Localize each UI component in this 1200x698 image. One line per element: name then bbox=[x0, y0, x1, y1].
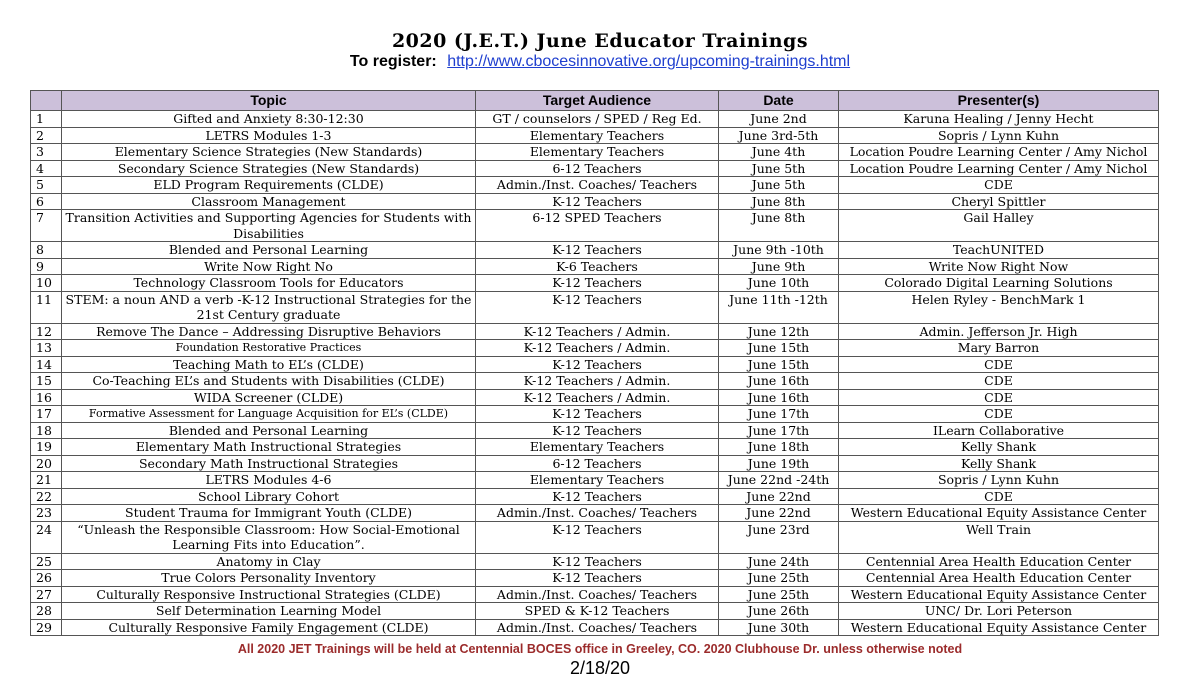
row-date: June 15th bbox=[719, 356, 839, 373]
table-row bbox=[31, 160, 1159, 177]
row-audience: K-12 Teachers bbox=[476, 422, 719, 439]
table-row bbox=[31, 406, 1159, 423]
row-presenter: Kelly Shank bbox=[839, 439, 1159, 456]
row-audience: K-12 Teachers / Admin. bbox=[476, 373, 719, 390]
row-audience: Elementary Teachers bbox=[476, 472, 719, 489]
row-date: June 8th bbox=[719, 193, 839, 210]
row-date: June 5th bbox=[719, 160, 839, 177]
row-topic: Co-Teaching EL’s and Students with Disabilities (CLDE) bbox=[62, 373, 476, 390]
row-number: 27 bbox=[31, 586, 62, 603]
table-row bbox=[31, 127, 1159, 144]
row-audience: K-12 Teachers bbox=[476, 553, 719, 570]
table-row bbox=[31, 422, 1159, 439]
row-date: June 12th bbox=[719, 323, 839, 340]
table-row bbox=[31, 439, 1159, 456]
row-number: 9 bbox=[31, 258, 62, 275]
row-date: June 18th bbox=[719, 439, 839, 456]
row-date: June 23rd bbox=[719, 521, 839, 553]
row-topic: STEM: a noun AND a verb -K-12 Instructional Strategies for the 21st Century graduate bbox=[62, 291, 476, 323]
row-presenter: TeachUNITED bbox=[839, 242, 1159, 259]
row-topic: ELD Program Requirements (CLDE) bbox=[62, 177, 476, 194]
col-header-date: Date bbox=[719, 91, 839, 111]
row-number: 29 bbox=[31, 619, 62, 636]
table-row bbox=[31, 323, 1159, 340]
row-topic: Gifted and Anxiety 8:30-12:30 bbox=[62, 111, 476, 128]
row-date: June 24th bbox=[719, 553, 839, 570]
row-presenter: UNC/ Dr. Lori Peterson bbox=[839, 603, 1159, 620]
row-audience: K-12 Teachers bbox=[476, 570, 719, 587]
table-row bbox=[31, 144, 1159, 161]
row-topic: Anatomy in Clay bbox=[62, 553, 476, 570]
table-row bbox=[31, 193, 1159, 210]
row-presenter: Western Educational Equity Assistance Center bbox=[839, 586, 1159, 603]
row-presenter: Western Educational Equity Assistance Center bbox=[839, 505, 1159, 522]
row-audience: Admin./Inst. Coaches/ Teachers bbox=[476, 586, 719, 603]
table-row bbox=[31, 373, 1159, 390]
row-audience: Admin./Inst. Coaches/ Teachers bbox=[476, 619, 719, 636]
row-date: June 22nd -24th bbox=[719, 472, 839, 489]
row-date: June 19th bbox=[719, 455, 839, 472]
row-audience: GT / counselors / SPED / Reg Ed. bbox=[476, 111, 719, 128]
row-number: 3 bbox=[31, 144, 62, 161]
row-number: 20 bbox=[31, 455, 62, 472]
table-row bbox=[31, 210, 1159, 242]
row-topic: Student Trauma for Immigrant Youth (CLDE) bbox=[62, 505, 476, 522]
row-number: 24 bbox=[31, 521, 62, 553]
row-topic: Write Now Right No bbox=[62, 258, 476, 275]
row-number: 28 bbox=[31, 603, 62, 620]
table-row bbox=[31, 291, 1159, 323]
row-number: 10 bbox=[31, 275, 62, 292]
row-date: June 4th bbox=[719, 144, 839, 161]
row-presenter: CDE bbox=[839, 488, 1159, 505]
table-row bbox=[31, 619, 1159, 636]
row-audience: 6-12 Teachers bbox=[476, 160, 719, 177]
row-audience: K-12 Teachers / Admin. bbox=[476, 389, 719, 406]
row-date: June 22nd bbox=[719, 488, 839, 505]
table-row bbox=[31, 586, 1159, 603]
row-topic: Blended and Personal Learning bbox=[62, 422, 476, 439]
row-presenter: Centennial Area Health Education Center bbox=[839, 553, 1159, 570]
table-row bbox=[31, 111, 1159, 128]
table-row bbox=[31, 472, 1159, 489]
row-presenter: Sopris / Lynn Kuhn bbox=[839, 472, 1159, 489]
table-row bbox=[31, 521, 1159, 553]
row-topic: Secondary Math Instructional Strategies bbox=[62, 455, 476, 472]
row-date: June 5th bbox=[719, 177, 839, 194]
table-row bbox=[31, 553, 1159, 570]
table-row bbox=[31, 356, 1159, 373]
row-audience: K-12 Teachers / Admin. bbox=[476, 340, 719, 357]
row-audience: K-12 Teachers bbox=[476, 193, 719, 210]
col-header-number bbox=[31, 91, 62, 111]
row-audience: K-6 Teachers bbox=[476, 258, 719, 275]
row-number: 1 bbox=[31, 111, 62, 128]
row-number: 11 bbox=[31, 291, 62, 323]
row-number: 25 bbox=[31, 553, 62, 570]
row-topic: Remove The Dance – Addressing Disruptive Behaviors bbox=[62, 323, 476, 340]
row-date: June 22nd bbox=[719, 505, 839, 522]
table-row bbox=[31, 275, 1159, 292]
row-audience: K-12 Teachers bbox=[476, 488, 719, 505]
row-presenter: Cheryl Spittler bbox=[839, 193, 1159, 210]
row-topic: Secondary Science Strategies (New Standards) bbox=[62, 160, 476, 177]
row-number: 14 bbox=[31, 356, 62, 373]
row-number: 5 bbox=[31, 177, 62, 194]
row-presenter: Mary Barron bbox=[839, 340, 1159, 357]
row-audience: Elementary Teachers bbox=[476, 144, 719, 161]
row-date: June 15th bbox=[719, 340, 839, 357]
row-topic: Classroom Management bbox=[62, 193, 476, 210]
row-audience: Admin./Inst. Coaches/ Teachers bbox=[476, 177, 719, 194]
row-presenter: Gail Halley bbox=[839, 210, 1159, 242]
row-audience: Elementary Teachers bbox=[476, 127, 719, 144]
row-topic: True Colors Personality Inventory bbox=[62, 570, 476, 587]
row-audience: K-12 Teachers bbox=[476, 356, 719, 373]
row-audience: K-12 Teachers bbox=[476, 275, 719, 292]
row-audience: Elementary Teachers bbox=[476, 439, 719, 456]
row-presenter: Write Now Right Now bbox=[839, 258, 1159, 275]
table-row bbox=[31, 242, 1159, 259]
row-topic: Elementary Science Strategies (New Standards) bbox=[62, 144, 476, 161]
row-presenter: Karuna Healing / Jenny Hecht bbox=[839, 111, 1159, 128]
row-presenter: CDE bbox=[839, 177, 1159, 194]
row-number: 15 bbox=[31, 373, 62, 390]
register-label: To register: bbox=[349, 53, 437, 70]
table-row bbox=[31, 389, 1159, 406]
row-topic: Culturally Responsive Instructional Strategies (CLDE) bbox=[62, 586, 476, 603]
row-topic: Transition Activities and Supporting Agencies for Students with Disabilities bbox=[62, 210, 476, 242]
row-topic: WIDA Screener (CLDE) bbox=[62, 389, 476, 406]
table-row bbox=[31, 505, 1159, 522]
row-date: June 8th bbox=[719, 210, 839, 242]
table-row bbox=[31, 455, 1159, 472]
row-audience: SPED & K-12 Teachers bbox=[476, 603, 719, 620]
register-line bbox=[0, 53, 1200, 71]
page-title: 2020 (J.E.T.) June Educator Trainings bbox=[391, 30, 809, 52]
row-presenter: CDE bbox=[839, 389, 1159, 406]
table-row bbox=[31, 488, 1159, 505]
table-row bbox=[31, 258, 1159, 275]
row-date: June 17th bbox=[719, 406, 839, 423]
row-number: 7 bbox=[31, 210, 62, 242]
row-audience: K-12 Teachers bbox=[476, 406, 719, 423]
row-date: June 9th bbox=[719, 258, 839, 275]
row-topic: School Library Cohort bbox=[62, 488, 476, 505]
row-presenter: Sopris / Lynn Kuhn bbox=[839, 127, 1159, 144]
row-number: 12 bbox=[31, 323, 62, 340]
row-presenter: Colorado Digital Learning Solutions bbox=[839, 275, 1159, 292]
row-topic: Teaching Math to EL’s (CLDE) bbox=[62, 356, 476, 373]
row-date: June 25th bbox=[719, 570, 839, 587]
row-date: June 3rd-5th bbox=[719, 127, 839, 144]
row-presenter: Admin. Jefferson Jr. High bbox=[839, 323, 1159, 340]
row-topic: Blended and Personal Learning bbox=[62, 242, 476, 259]
row-presenter: Kelly Shank bbox=[839, 455, 1159, 472]
row-audience: K-12 Teachers bbox=[476, 291, 719, 323]
row-presenter: Centennial Area Health Education Center bbox=[839, 570, 1159, 587]
row-presenter: Helen Ryley - BenchMark 1 bbox=[839, 291, 1159, 323]
table-header-row bbox=[31, 91, 1159, 111]
row-topic: Elementary Math Instructional Strategies bbox=[62, 439, 476, 456]
row-presenter: Location Poudre Learning Center / Amy Nichol bbox=[839, 144, 1159, 161]
row-number: 19 bbox=[31, 439, 62, 456]
col-header-presenter: Presenter(s) bbox=[839, 91, 1159, 111]
row-topic: Self Determination Learning Model bbox=[62, 603, 476, 620]
table-row bbox=[31, 340, 1159, 357]
row-topic: LETRS Modules 4-6 bbox=[62, 472, 476, 489]
row-date: June 9th -10th bbox=[719, 242, 839, 259]
row-topic: “Unleash the Responsible Classroom: How Social-Emotional Learning Fits into Education”. bbox=[62, 521, 476, 553]
row-number: 17 bbox=[31, 406, 62, 423]
row-number: 21 bbox=[31, 472, 62, 489]
row-date: June 26th bbox=[719, 603, 839, 620]
location-note: All 2020 JET Trainings will be held at Centennial BOCES office in Greeley, CO. 2020 Clubhouse Dr. unless otherwise noted bbox=[237, 642, 963, 656]
row-audience: K-12 Teachers bbox=[476, 521, 719, 553]
row-audience: K-12 Teachers / Admin. bbox=[476, 323, 719, 340]
register-link[interactable]: http://www.cbocesinnovative.org/upcoming-trainings.html bbox=[447, 53, 851, 70]
row-date: June 16th bbox=[719, 373, 839, 390]
row-date: June 10th bbox=[719, 275, 839, 292]
row-topic: Foundation Restorative Practices bbox=[62, 340, 476, 357]
row-audience: Admin./Inst. Coaches/ Teachers bbox=[476, 505, 719, 522]
table-row bbox=[31, 603, 1159, 620]
row-number: 8 bbox=[31, 242, 62, 259]
row-number: 26 bbox=[31, 570, 62, 587]
col-header-audience: Target Audience bbox=[476, 91, 719, 111]
row-topic: Culturally Responsive Family Engagement (CLDE) bbox=[62, 619, 476, 636]
row-topic: LETRS Modules 1-3 bbox=[62, 127, 476, 144]
row-presenter: CDE bbox=[839, 406, 1159, 423]
row-presenter: Western Educational Equity Assistance Center bbox=[839, 619, 1159, 636]
row-audience: K-12 Teachers bbox=[476, 242, 719, 259]
document-date: 2/18/20 bbox=[569, 658, 631, 678]
row-date: June 17th bbox=[719, 422, 839, 439]
row-presenter: CDE bbox=[839, 373, 1159, 390]
row-number: 4 bbox=[31, 160, 62, 177]
row-presenter: ILearn Collaborative bbox=[839, 422, 1159, 439]
row-number: 18 bbox=[31, 422, 62, 439]
row-audience: 6-12 SPED Teachers bbox=[476, 210, 719, 242]
row-number: 13 bbox=[31, 340, 62, 357]
table-row bbox=[31, 570, 1159, 587]
table-row bbox=[31, 177, 1159, 194]
row-date: June 2nd bbox=[719, 111, 839, 128]
row-number: 22 bbox=[31, 488, 62, 505]
row-topic: Formative Assessment for Language Acquisition for EL’s (CLDE) bbox=[62, 406, 476, 423]
row-number: 6 bbox=[31, 193, 62, 210]
row-date: June 25th bbox=[719, 586, 839, 603]
row-presenter: Location Poudre Learning Center / Amy Nichol bbox=[839, 160, 1159, 177]
row-topic: Technology Classroom Tools for Educators bbox=[62, 275, 476, 292]
row-date: June 16th bbox=[719, 389, 839, 406]
training-schedule-table bbox=[30, 90, 1159, 636]
row-number: 2 bbox=[31, 127, 62, 144]
row-number: 16 bbox=[31, 389, 62, 406]
row-audience: 6-12 Teachers bbox=[476, 455, 719, 472]
row-date: June 11th -12th bbox=[719, 291, 839, 323]
row-number: 23 bbox=[31, 505, 62, 522]
row-presenter: Well Train bbox=[839, 521, 1159, 553]
row-date: June 30th bbox=[719, 619, 839, 636]
col-header-topic: Topic bbox=[62, 91, 476, 111]
row-presenter: CDE bbox=[839, 356, 1159, 373]
